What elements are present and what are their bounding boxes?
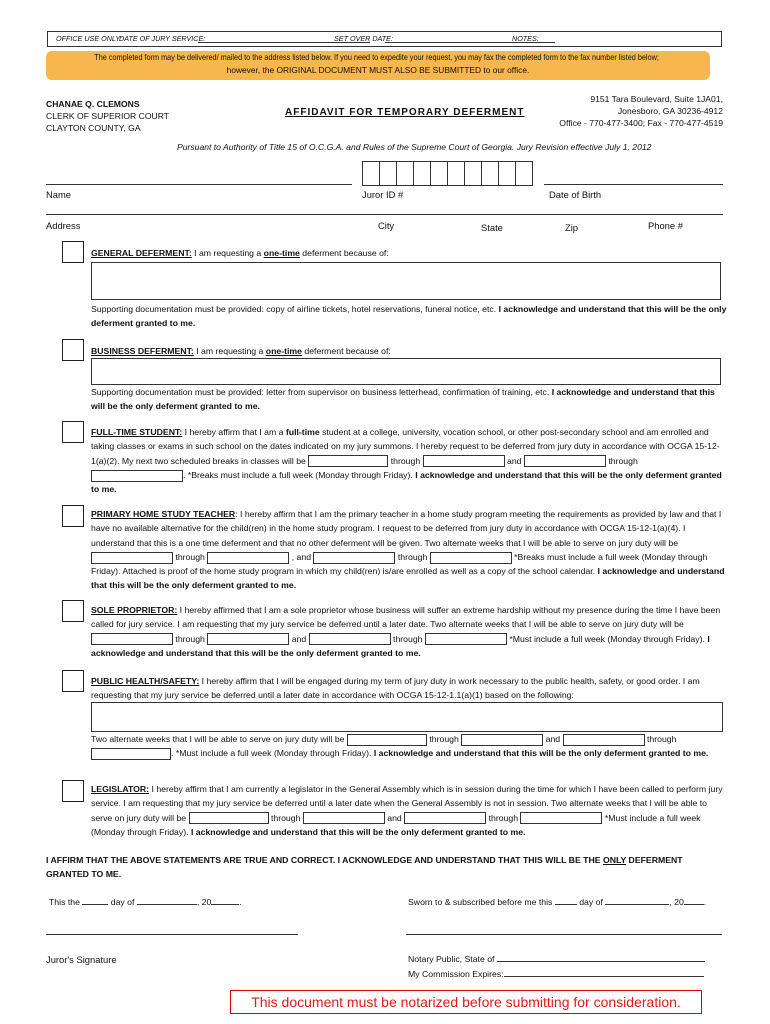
general-reason-box[interactable]: [91, 262, 721, 300]
sole-week2-end[interactable]: [425, 633, 507, 645]
business-deferment-checkbox[interactable]: [62, 339, 84, 361]
legislator-and-1: and: [384, 812, 405, 823]
health-week2-end[interactable]: [91, 748, 171, 760]
juror-id-digit[interactable]: [515, 161, 533, 186]
juror-id-digit[interactable]: [379, 161, 397, 186]
health-week2-start[interactable]: [563, 734, 645, 746]
affirm-only: ONLY: [602, 855, 627, 865]
affirm-text-1: I AFFIRM THAT THE ABOVE STATEMENTS ARE TRUE AND CORRECT. I ACKNOWLEDGE AND UNDERSTAND THAT THIS WILL BE THE: [46, 855, 603, 865]
student-fulltime: full-time: [285, 427, 320, 437]
sole-week1-start[interactable]: [91, 633, 173, 645]
clerk-name: CHANAE Q. CLEMONS: [46, 99, 140, 109]
business-deferment-heading: BUSINESS DEFERMENT:: [91, 346, 194, 356]
business-support: Supporting documentation must be provided: letter from supervisor on business letterhead, confirmation of training, etc.: [91, 387, 552, 397]
legislator-through-2: through: [486, 812, 521, 823]
sole-text-1: I hereby affirmed that I am a sole proprietor whose business will suffer an extreme hardship without my presence during the time I have been called for jury service. I am requesting that my jury service be deferred until a later date. Two alternate weeks that I will be able to serve on jury duty will be: [91, 605, 721, 630]
sworn-label: Sworn to & subscribed before me this: [408, 897, 555, 907]
health-ack: I acknowledge and understand that this will be the only deferment granted to me.: [373, 748, 709, 759]
name-label: Name: [46, 189, 72, 200]
health-week1-start[interactable]: [347, 734, 427, 746]
general-text-2: deferment because of:: [299, 248, 389, 258]
set-over-date-label: SET OVER DATE:: [334, 34, 393, 43]
commission-field[interactable]: [504, 976, 704, 977]
page-title: AFFIDAVIT FOR TEMPORARY DEFERMENT: [285, 107, 525, 118]
homestudy-text-1: : I hereby affirm that I am the primary teacher in a home study program meeting the requirements as provided by law and that I have no available alternative for the child(ren) in the home study program. I request to be deferred from jury duty in accordance with OCGA 15-12-1(a)(4). I understand that this is a one time deferment and that no other deferment will be given. Two alternate weeks that I will be able to serve on jury duty will be: [91, 509, 722, 548]
juror-month-field[interactable]: [137, 904, 197, 905]
statute-reference: Pursuant to Authority of Title 15 of O.C.G.A. and Rules of the Supreme Court of Georgia. Jury Revision effective July 1, 2012: [177, 142, 652, 152]
homestudy-checkbox[interactable]: [62, 505, 84, 527]
student-through-2: through: [605, 455, 638, 466]
legislator-text-1: I hereby affirm that I am currently a legislator in the General Assembly which is in session during the time for which I have been called to perform jury service. I am requesting that my jury service be deferred until a later date when the General Assembly is not in session. Two alternate weeks that I will be able to serve on jury duty will be: [91, 784, 723, 823]
notary-state-label: Notary Public, State of: [408, 954, 497, 964]
sworn-year-field[interactable]: [684, 904, 704, 905]
city-label: City: [378, 220, 395, 231]
business-deferment-heading-line: [91, 344, 727, 358]
legislator-week1-end[interactable]: [303, 812, 385, 824]
sworn-date-line: [408, 895, 706, 909]
juror-id-digit[interactable]: [498, 161, 516, 186]
legislator-checkbox[interactable]: [62, 780, 84, 802]
homestudy-through-1: through: [173, 551, 208, 562]
notarize-notice: This document must be notarized before submitting for consideration.: [230, 990, 702, 1014]
sole-week2-start[interactable]: [309, 633, 391, 645]
office-phone-fax: Office - 770-477-3400; Fax - 770-477-4519: [559, 118, 723, 128]
juror-year-field[interactable]: [211, 904, 239, 905]
commission-label: My Commission Expires:: [408, 969, 504, 979]
juror-id-label: Juror ID #: [362, 189, 404, 200]
office-use-label: OFFICE USE ONLY:: [56, 34, 122, 43]
juror-id-digit[interactable]: [481, 161, 499, 186]
day-of-label: day of: [108, 897, 137, 907]
address-label: Address: [46, 220, 81, 231]
notice-line-1: The completed form may be delivered/ mailed to the address listed below. If you need to expedite your request, you may fax the completed form to the fax number listed below;: [94, 52, 659, 62]
general-ack: I acknowledge and understand that this will be the only deferment granted to me.: [91, 304, 727, 329]
homestudy-and-1: , and: [289, 551, 314, 562]
sole-week1-end[interactable]: [207, 633, 289, 645]
notice-line-2: however, the ORIGINAL DOCUMENT MUST ALSO BE SUBMITTED to our office.: [226, 65, 530, 75]
dob-label: Date of Birth: [549, 189, 602, 200]
juror-signature-label: Juror's Signature: [46, 954, 117, 965]
juror-id-digit[interactable]: [447, 161, 465, 186]
homestudy-ack: I acknowledge and understand that this will be the only deferment granted to me.: [91, 566, 725, 591]
period-2: .: [703, 897, 707, 907]
sole-proprietor-heading: SOLE PROPRIETOR:: [91, 605, 178, 615]
juror-id-digit[interactable]: [413, 161, 431, 186]
address-line-1: 9151 Tara Boulevard, Suite 1JA01,: [590, 94, 723, 104]
health-text-1: I hereby affirm that I will be engaged during my term of jury duty in work necessary to the public health, safety, or good order. I am requesting that my jury service be deferred until a later date in accordance with OCGA 15-12-1.1(a)(1) based on the following:: [91, 676, 700, 701]
homestudy-breaks: *Breaks must include a full week (Monday through Friday). Attached is proof of the home study program in which my child(ren) is/are enrolled as well as a copy of the school calendar.: [91, 551, 708, 577]
this-the-label: This the: [49, 897, 83, 907]
office-address-block: [559, 93, 723, 129]
affirmation-statement: [46, 853, 726, 882]
health-breaks: . *Must include a full week (Monday through Friday).: [171, 748, 374, 759]
address-line-2: Jonesboro, GA 30236-4912: [617, 106, 723, 116]
general-text-1: I am requesting a: [191, 248, 264, 258]
notary-state-field[interactable]: [497, 961, 705, 962]
general-one-time: one-time: [263, 248, 300, 258]
sole-and-1: and: [289, 633, 309, 644]
legislator-week2-start[interactable]: [404, 812, 486, 824]
student-and-1: and: [504, 455, 524, 466]
public-health-heading: PUBLIC HEALTH/SAFETY:: [91, 676, 200, 686]
business-text-2: deferment because of:: [301, 346, 391, 356]
student-through-1: through: [388, 455, 423, 466]
health-and-1: and: [543, 734, 563, 744]
legislator-week2-end[interactable]: [520, 812, 602, 824]
business-support-text: [91, 385, 727, 414]
legislator-through-1: through: [268, 812, 303, 823]
dob-field[interactable]: [544, 184, 723, 185]
student-break2-end[interactable]: [91, 470, 183, 482]
legislator-ack: I acknowledge and understand that this will be the only deferment granted to me.: [190, 826, 526, 837]
homestudy-week1-end[interactable]: [207, 552, 289, 564]
juror-id-digit[interactable]: [464, 161, 482, 186]
health-through-2: through: [644, 734, 677, 744]
delivery-notice: [46, 51, 710, 80]
notary-state-line: [408, 952, 705, 966]
sole-through-1: through: [173, 633, 208, 644]
juror-day-field[interactable]: [82, 904, 108, 905]
student-text-1: I hereby affirm that I am a: [182, 427, 286, 437]
legislator-paragraph: [91, 782, 727, 839]
juror-id-digit[interactable]: [362, 161, 380, 186]
general-deferment-checkbox[interactable]: [62, 241, 84, 263]
comma-20-label: , 20: [196, 897, 212, 907]
homestudy-week1-start[interactable]: [91, 552, 173, 564]
sworn-month-field[interactable]: [605, 904, 669, 905]
health-through-1: through: [426, 734, 462, 744]
legislator-heading: LEGISLATOR:: [91, 784, 150, 794]
juror-signature-line[interactable]: [46, 934, 298, 935]
sole-ack: I acknowledge and understand that this will be the only deferment granted to me.: [91, 633, 710, 658]
zip-label: Zip: [565, 222, 579, 233]
general-deferment-heading-line: [91, 246, 727, 260]
notes-label: NOTES:: [512, 34, 539, 43]
business-reason-box[interactable]: [91, 358, 721, 385]
public-health-checkbox[interactable]: [62, 670, 84, 692]
juror-id-digit[interactable]: [396, 161, 414, 186]
health-text-2: Two alternate weeks that I will be able to serve on jury duty will be: [91, 734, 347, 744]
county: CLAYTON COUNTY, GA: [46, 123, 141, 133]
date-of-service-label: DATE OF JURY SERVICE:: [119, 34, 206, 43]
public-health-weeks: [91, 732, 727, 761]
sole-proprietor-paragraph: [91, 603, 727, 660]
sole-through-2: through: [390, 633, 425, 644]
student-paragraph: [91, 425, 727, 496]
general-support-text: [91, 302, 727, 331]
notary-signature-line[interactable]: [406, 934, 722, 935]
phone-label: Phone #: [648, 220, 683, 231]
sole-breaks: *Must include a full week (Monday through Friday).: [506, 633, 708, 644]
office-use-box: [47, 31, 722, 47]
student-text-2: student at a college, university, vocation school, or other post-secondary school and am enrolled and taking classes or exams in such school on the dates indicated on my jury summons. I hereby request to be deferred from jury duty in accordance with OCGA 15-12-1(a)(2). My next two scheduled breaks in classes will be: [91, 427, 720, 466]
health-week1-end[interactable]: [461, 734, 543, 746]
homestudy-week2-start[interactable]: [313, 552, 395, 564]
public-health-reason-box[interactable]: [91, 702, 723, 732]
period-1: .: [239, 897, 242, 907]
business-ack: I acknowledge and understand that this will be the only deferment granted to me.: [91, 387, 715, 412]
homestudy-week2-end[interactable]: [430, 552, 512, 564]
juror-id-digit[interactable]: [430, 161, 448, 186]
business-one-time: one-time: [265, 346, 302, 356]
general-support: Supporting documentation must be provided: copy of airline tickets, hotel reservations, funeral notice, etc.: [91, 304, 499, 314]
general-deferment-heading: GENERAL DEFERMENT:: [91, 248, 192, 258]
legislator-breaks: *Must include a full week (Monday through Friday).: [91, 812, 701, 837]
sworn-comma-20-label: , 20: [669, 897, 684, 907]
student-heading: FULL-TIME STUDENT:: [91, 427, 183, 437]
legislator-week1-start[interactable]: [189, 812, 269, 824]
student-break1-end[interactable]: [423, 455, 505, 467]
sworn-day-of-label: day of: [576, 897, 606, 907]
clerk-title: CLERK OF SUPERIOR COURT: [46, 111, 170, 121]
homestudy-paragraph: [91, 507, 727, 593]
student-checkbox[interactable]: [62, 421, 84, 443]
name-field[interactable]: [46, 184, 352, 185]
sole-proprietor-checkbox[interactable]: [62, 600, 84, 622]
clerk-block: [46, 98, 169, 134]
address-field[interactable]: [46, 214, 723, 215]
commission-line: [408, 967, 704, 981]
student-breaks: . *Breaks must include a full week (Monday through Friday).: [183, 469, 416, 480]
student-ack: I acknowledge and understand that this will be the only deferment granted to me.: [91, 469, 722, 495]
student-break2-start[interactable]: [524, 455, 606, 467]
business-text-1: I am requesting a: [193, 346, 266, 356]
student-break1-start[interactable]: [308, 455, 388, 467]
public-health-paragraph: [91, 674, 727, 703]
juror-date-line: [49, 895, 242, 909]
homestudy-through-2: through: [395, 551, 430, 562]
homestudy-heading: PRIMARY HOME STUDY TEACHER: [91, 509, 236, 519]
state-label: State: [481, 222, 503, 233]
sworn-day-field[interactable]: [555, 904, 577, 905]
affirm-text-2: DEFERMENT GRANTED TO ME.: [46, 855, 683, 880]
